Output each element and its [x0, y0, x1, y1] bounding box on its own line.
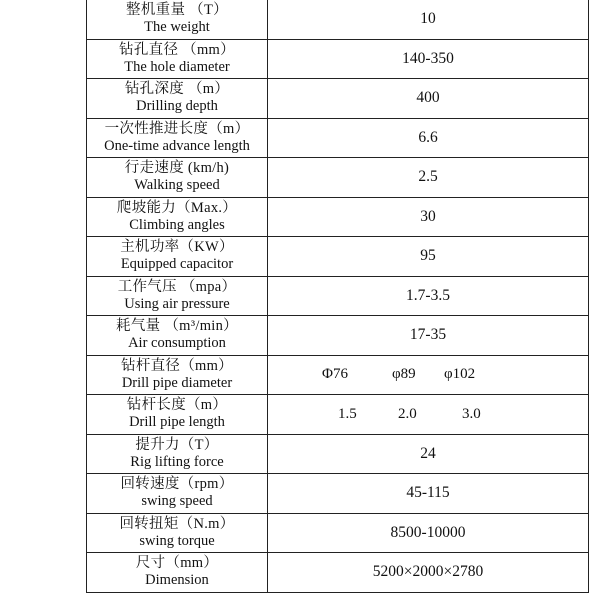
label-chinese: 提升力（T）: [135, 436, 219, 453]
row-value: [268, 513, 589, 553]
table-row: [87, 158, 589, 198]
label-english: swing speed: [141, 493, 213, 510]
label-english: Air consumption: [128, 335, 226, 352]
row-value: [268, 316, 589, 356]
row-value: [268, 118, 589, 158]
label-english: Dimension: [145, 572, 209, 589]
row-value: [268, 158, 589, 198]
table-row: [87, 39, 589, 79]
table-row: [87, 316, 589, 356]
value-text: 24: [420, 444, 436, 462]
value-text: 8500-10000: [390, 523, 466, 541]
label-english: The hole diameter: [124, 58, 230, 75]
value-text: 400: [416, 89, 440, 107]
label-english: Drill pipe length: [129, 414, 225, 431]
row-label: [87, 118, 268, 158]
table-row: [87, 395, 589, 435]
value-text: 10: [420, 10, 436, 28]
table-row: [87, 79, 589, 119]
label-chinese: 整机重量 （T）: [126, 2, 228, 19]
table-row: [87, 118, 589, 158]
row-label: [87, 39, 268, 79]
row-value: [268, 355, 589, 395]
pipe-diameter-values: [268, 366, 588, 383]
value-text: 2.5: [418, 168, 438, 186]
label-chinese: 钻杆长度（m）: [126, 397, 228, 414]
value-item: φ102: [444, 366, 476, 383]
value-item: 3.0: [462, 405, 481, 422]
label-english: Drilling depth: [136, 98, 218, 115]
label-english: Climbing angles: [129, 216, 225, 233]
label-chinese: 回转扭矩（N.m）: [119, 515, 235, 532]
value-text: 1.7-3.5: [406, 286, 450, 304]
label-english: Drill pipe diameter: [121, 374, 233, 391]
label-chinese: 回转速度（rpm）: [120, 476, 234, 493]
row-value: [268, 237, 589, 277]
label-chinese: 钻杆直径（mm）: [121, 357, 233, 374]
row-label: [87, 474, 268, 514]
value-item: Φ76: [322, 366, 348, 383]
value-item: 2.0: [398, 405, 417, 422]
row-label: [87, 237, 268, 277]
table-row: [87, 355, 589, 395]
row-label: [87, 158, 268, 198]
value-item: φ89: [392, 366, 416, 383]
value-item: 1.5: [338, 405, 357, 422]
row-label: [87, 553, 268, 593]
row-value: [268, 197, 589, 237]
pipe-length-values: [268, 406, 588, 423]
label-english: Equipped capacitor: [120, 256, 234, 273]
value-text: 45-115: [406, 484, 450, 502]
row-value: [268, 474, 589, 514]
label-english: Rig lifting force: [130, 453, 224, 470]
row-value: [268, 434, 589, 474]
value-text: 95: [420, 247, 436, 265]
label-chinese: 钻孔直径 （mm）: [119, 41, 235, 58]
row-label: [87, 197, 268, 237]
table-row: [87, 474, 589, 514]
row-label: [87, 79, 268, 119]
label-chinese: 爬坡能力（Max.）: [116, 199, 238, 216]
row-value: [268, 395, 589, 435]
value-text: 17-35: [409, 326, 447, 344]
label-chinese: 一次性推进长度（m）: [104, 120, 250, 137]
row-value: [268, 79, 589, 119]
label-chinese: 钻孔深度 （m）: [124, 81, 230, 98]
table-row: [87, 237, 589, 277]
value-text: 30: [420, 207, 436, 225]
label-english: Using air pressure: [124, 295, 230, 312]
table-row: [87, 0, 589, 39]
table-row: [87, 276, 589, 316]
row-value: [268, 0, 589, 39]
value-text: 5200×2000×2780: [372, 563, 484, 581]
row-label: [87, 434, 268, 474]
row-value: [268, 276, 589, 316]
table-row: [87, 434, 589, 474]
row-label: [87, 0, 268, 39]
label-chinese: 工作气压 （mpa）: [117, 278, 237, 295]
row-label: [87, 513, 268, 553]
value-text: 6.6: [418, 128, 438, 146]
table-row: [87, 553, 589, 593]
label-chinese: 尺寸（mm）: [135, 555, 219, 572]
label-chinese: 主机功率（KW）: [120, 239, 234, 256]
row-label: [87, 276, 268, 316]
row-label: [87, 355, 268, 395]
spec-table: [86, 0, 589, 593]
label-english: swing torque: [139, 532, 215, 549]
row-value: [268, 39, 589, 79]
value-text: 140-350: [402, 49, 454, 67]
row-value: [268, 553, 589, 593]
label-english: The weight: [144, 19, 210, 36]
label-chinese: 行走速度 (km/h): [124, 160, 230, 177]
label-english: Walking speed: [134, 177, 220, 194]
table-row: [87, 513, 589, 553]
label-english: One-time advance length: [104, 137, 250, 154]
row-label: [87, 395, 268, 435]
table-row: [87, 197, 589, 237]
row-label: [87, 316, 268, 356]
label-chinese: 耗气量 （m³/min）: [116, 318, 238, 335]
